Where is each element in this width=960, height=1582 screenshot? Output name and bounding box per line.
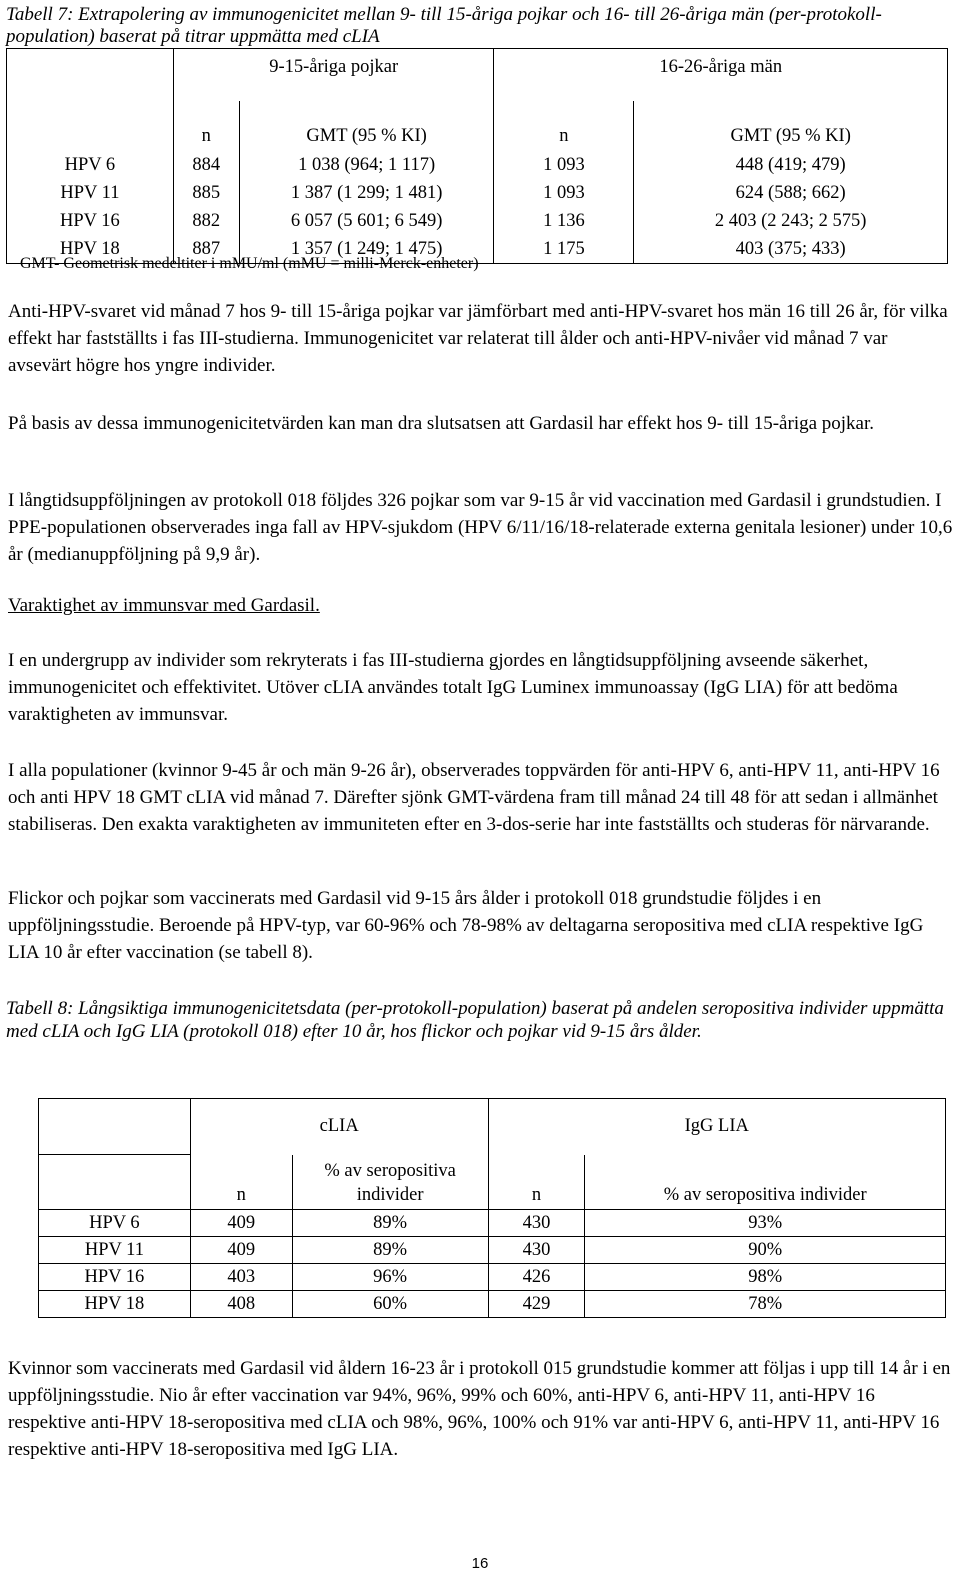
n-cell: 884	[173, 151, 239, 179]
paragraph: I en undergrupp av individer som rekryterats i fas III-studierna gjordes en långtidsuppföljning avseende säkerhet, immunogenicitet och effektivitet. Utöver cLIA användes totalt IgG Luminex immunoassay (IgG LIA) för att bedöma varaktigheten av immunsvar.	[8, 650, 898, 725]
paragraph: Kvinnor som vaccinerats med Gardasil vid åldern 16-23 år i protokoll 015 grundstudie kommer att följas i upp till 14 år i en uppföljningsstudie. Nio år efter vaccination var 94%, 96%, 99% och 60%, anti-HPV 6, anti-HPV 11, anti-HPV 16 respektive anti-HPV 18-seropositiva med cLIA och 98%, 96%, 100% och 91% var anti-HPV 6, anti-HPV 11, anti-HPV 16 respektive anti-HPV 18-seropositiva med IgG LIA.	[8, 1358, 951, 1460]
gmt-cell: 1 038 (964; 1 117)	[239, 151, 494, 179]
gmt-cell: 1 387 (1 299; 1 481)	[239, 179, 494, 207]
table-row	[39, 1237, 946, 1264]
n-cell: 426	[488, 1264, 585, 1291]
table7-group-header: 9-15-åriga pojkar	[173, 49, 494, 102]
n-cell: 430	[488, 1210, 585, 1237]
table-row	[39, 1264, 946, 1291]
paragraph: Anti-HPV-svaret vid månad 7 hos 9- till 15-åriga pojkar var jämförbart med anti-HPV-svaret hos män 16 till 26 år, för vilka effekt har fastställts i fas III-studierna. Immunogenicitet var relaterat till ålder och anti-HPV-nivåer vid månad 7 var avsevärt högre hos yngre individer.	[8, 301, 948, 376]
table8-caption: Tabell 8: Långsiktiga immunogenicitetsdata (per-protokoll-population) baserat på andelen seropositiva individer uppmätta med cLIA och IgG LIA (protokoll 018) efter 10 år, hos flickor och pojkar vid 9-15 års ålder.	[6, 998, 944, 1042]
n-cell: 1 136	[494, 207, 634, 235]
table7-blank-header	[7, 101, 174, 151]
table8-col-header: % av seropositiva individer	[585, 1155, 946, 1210]
table8-col-header: % av seropositiva individer	[292, 1155, 488, 1210]
n-cell: 409	[190, 1237, 292, 1264]
n-cell: 408	[190, 1291, 292, 1318]
percent-cell: 60%	[292, 1291, 488, 1318]
hpv-type-cell: HPV 6	[7, 151, 174, 179]
paragraph: I alla populationer (kvinnor 9-45 år och män 9-26 år), observerades toppvärden för anti-HPV 6, anti-HPV 11, anti-HPV 16 och anti HPV 18 GMT cLIA vid månad 7. Därefter sjönk GMT-värdena fram till månad 24 till 48 för att sedan i allmänhet stabiliseras. Den exakta varaktigheten av immuniteten efter en 3-dos-serie har inte fastställts och studeras för närvarande.	[8, 760, 940, 835]
n-cell: 887	[173, 235, 239, 264]
n-cell: 429	[488, 1291, 585, 1318]
table-row	[39, 1291, 946, 1318]
table-row	[7, 207, 948, 235]
table7-footnote: GMT- Geometrisk medeltiter i mMU/ml (mMU = milli-Merck-enheter)	[20, 255, 479, 272]
gmt-cell: 624 (588; 662)	[634, 179, 948, 207]
table-row	[39, 1210, 946, 1237]
percent-cell: 98%	[585, 1264, 946, 1291]
page-number: 16	[471, 1555, 489, 1572]
table-row	[7, 151, 948, 179]
n-cell: 1 093	[494, 179, 634, 207]
n-cell: 403	[190, 1264, 292, 1291]
n-cell: 882	[173, 207, 239, 235]
table8	[38, 1098, 946, 1318]
table8-col-header: n	[190, 1155, 292, 1210]
gmt-cell: 403 (375; 433)	[634, 235, 948, 264]
percent-cell: 96%	[292, 1264, 488, 1291]
percent-cell: 89%	[292, 1210, 488, 1237]
section-heading: Varaktighet av immunsvar med Gardasil.	[8, 595, 320, 616]
table7-col-header: GMT (95 % KI)	[239, 101, 494, 151]
table7-corner	[7, 49, 174, 102]
paragraph: På basis av dessa immunogenicitetvärden kan man dra slutsatsen att Gardasil har effekt hos 9- till 15-åriga pojkar.	[8, 413, 875, 434]
paragraph: Flickor och pojkar som vaccinerats med Gardasil vid 9-15 års ålder i protokoll 018 grundstudie följdes i en uppföljningsstudie. Beroende på HPV-typ, var 60-96% och 78-98% av deltagarna seropositiva med cLIA respektive IgG LIA 10 år efter vaccination (se tabell 8).	[8, 888, 924, 963]
hpv-type-cell: HPV 16	[39, 1264, 191, 1291]
percent-cell: 93%	[585, 1210, 946, 1237]
table7-col-header: n	[173, 101, 239, 151]
percent-cell: 89%	[292, 1237, 488, 1264]
table8-corner	[39, 1099, 191, 1155]
table7-col-header: n	[494, 101, 634, 151]
gmt-cell: 1 357 (1 249; 1 475)	[239, 235, 494, 264]
n-cell: 1 175	[494, 235, 634, 264]
table-row	[7, 179, 948, 207]
percent-cell: 90%	[585, 1237, 946, 1264]
table7-col-header: GMT (95 % KI)	[634, 101, 948, 151]
table7-caption: Tabell 7: Extrapolering av immunogenicitet mellan 9- till 15-åriga pojkar och 16- till 26-åriga män (per-protokoll-population) baserat på titrar uppmätta med cLIA	[6, 4, 882, 47]
gmt-cell: 448 (419; 479)	[634, 151, 948, 179]
hpv-type-cell: HPV 18	[39, 1291, 191, 1318]
table8-group-header: IgG LIA	[488, 1099, 945, 1155]
paragraph: I långtidsuppföljningen av protokoll 018 följdes 326 pojkar som var 9-15 år vid vaccination med Gardasil i grundstudien. I PPE-populationen observerades inga fall av HPV-sjukdom (HPV 6/11/16/18-relaterade externa genitala lesioner) under 10,6 år (medianuppföljning på 9,9 år).	[8, 490, 953, 565]
n-cell: 409	[190, 1210, 292, 1237]
gmt-cell: 6 057 (5 601; 6 549)	[239, 207, 494, 235]
table7	[6, 48, 948, 264]
hpv-type-cell: HPV 6	[39, 1210, 191, 1237]
table8-col-header: n	[488, 1155, 585, 1210]
table8-group-header: cLIA	[190, 1099, 488, 1155]
hpv-type-cell: HPV 11	[7, 179, 174, 207]
hpv-type-cell: HPV 18	[7, 235, 174, 264]
percent-cell: 78%	[585, 1291, 946, 1318]
hpv-type-cell: HPV 11	[39, 1237, 191, 1264]
table7-group-header: 16-26-åriga män	[494, 49, 948, 102]
n-cell: 885	[173, 179, 239, 207]
n-cell: 430	[488, 1237, 585, 1264]
hpv-type-cell: HPV 16	[7, 207, 174, 235]
n-cell: 1 093	[494, 151, 634, 179]
table8-blank-header	[39, 1155, 191, 1210]
gmt-cell: 2 403 (2 243; 2 575)	[634, 207, 948, 235]
